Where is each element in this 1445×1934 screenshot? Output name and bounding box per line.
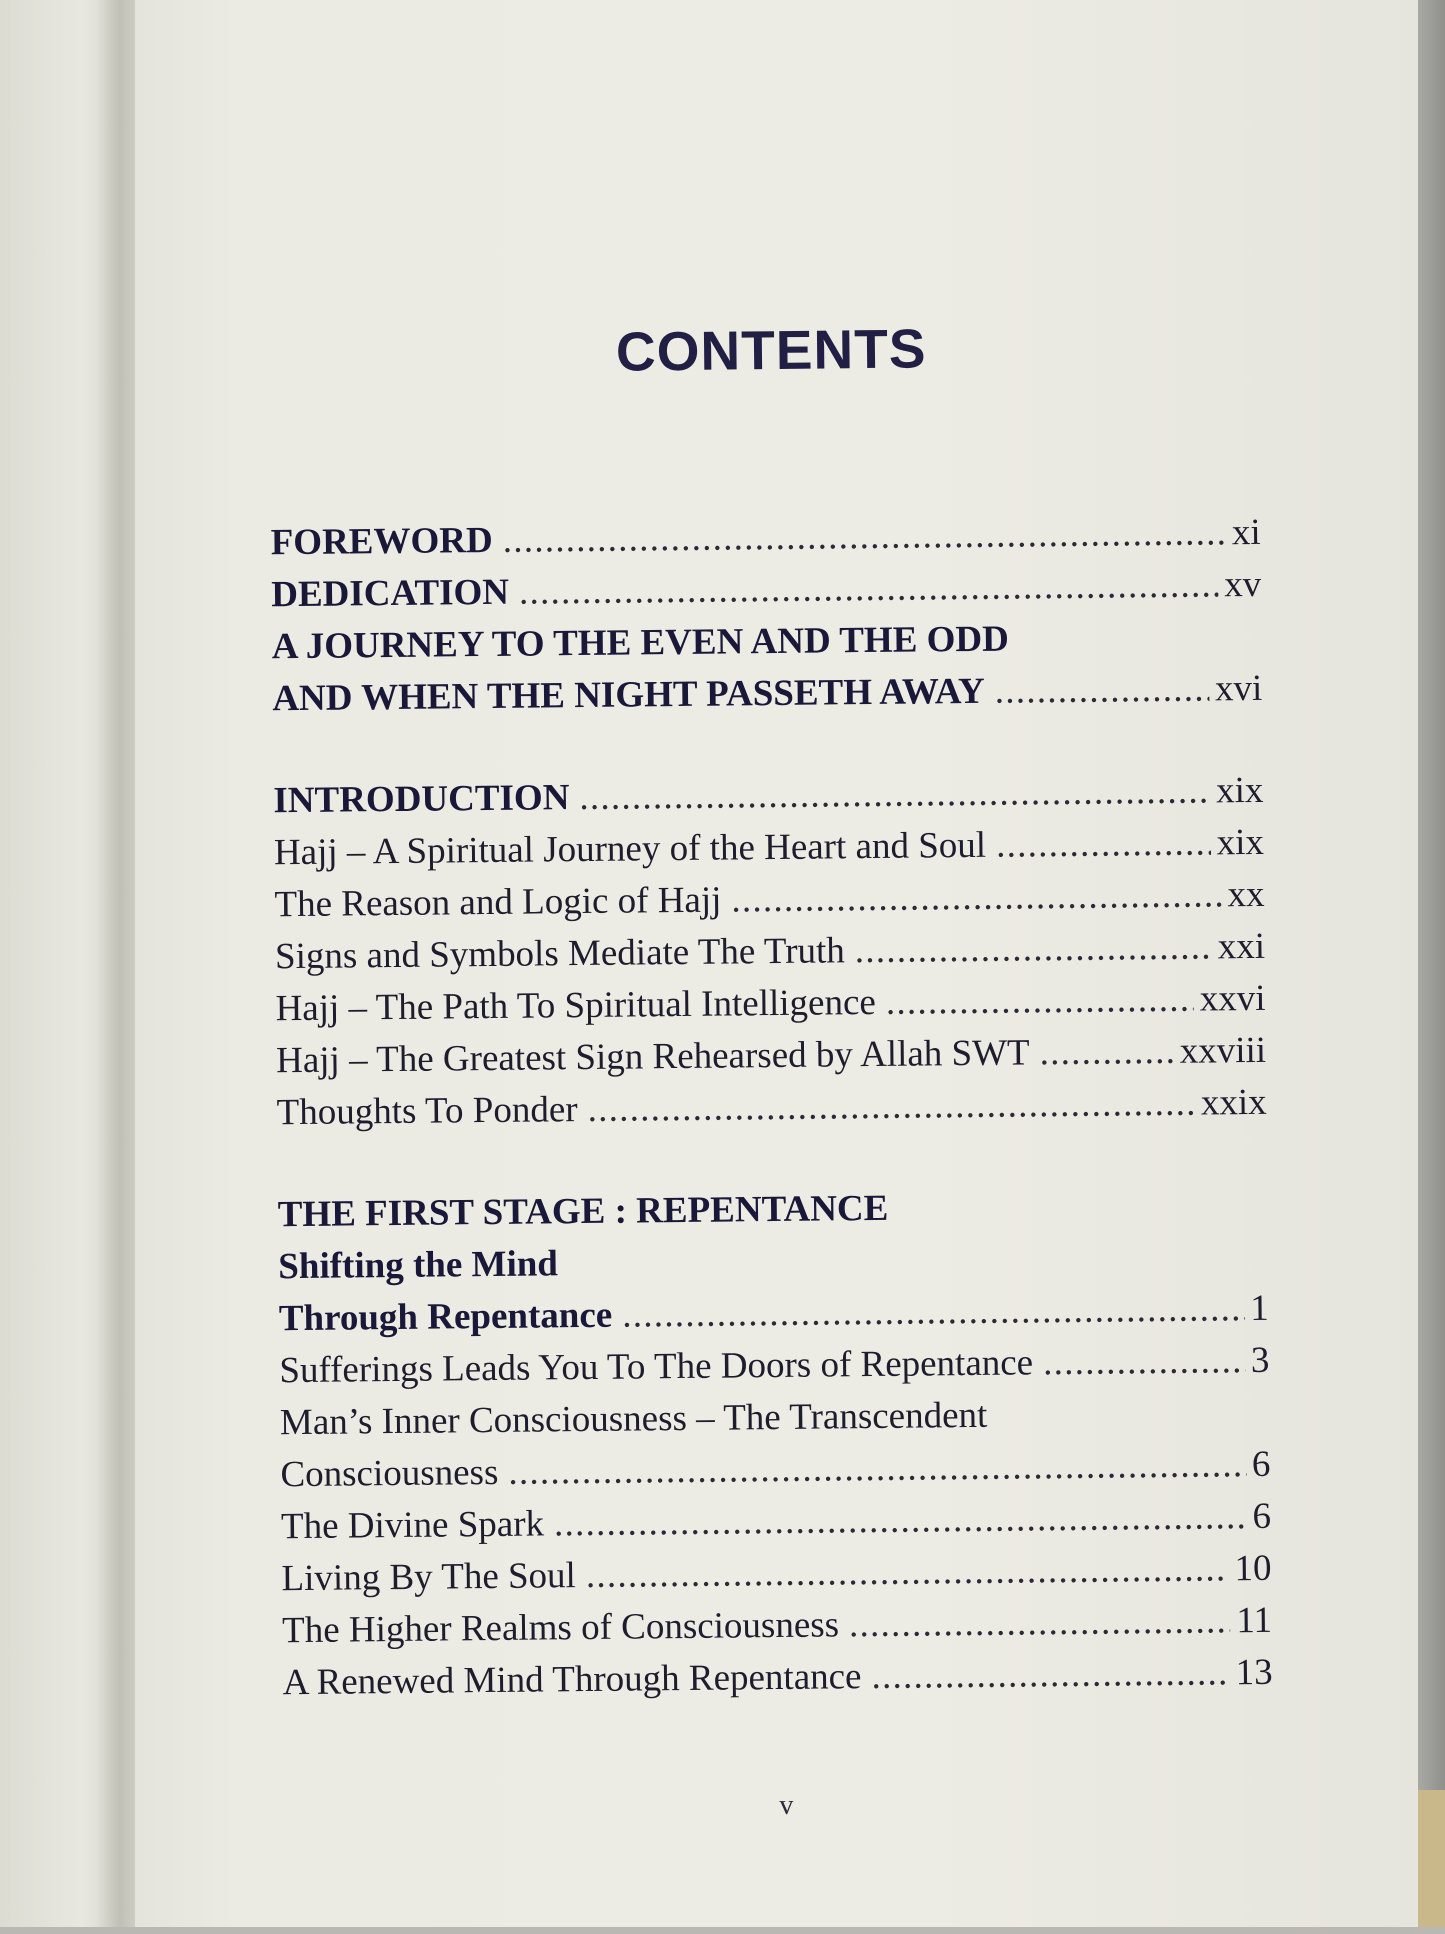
toc-entry-label: Thoughts To Ponder [276,1089,578,1134]
dot-leader [996,817,1211,871]
toc-entry-label: The Reason and Logic of Hajj [274,879,722,926]
toc-entry-label: A Renewed Mind Through Repentance [282,1656,862,1704]
dot-leader [579,765,1210,824]
dot-leader [554,1491,1247,1550]
page-title: CONTENTS [615,317,927,383]
toc-entry [282,1647,1272,1709]
toc-entry-label: AND WHEN THE NIGHT PASSETH AWAY [272,670,985,720]
toc-entry-label: Through Repentance [278,1294,613,1340]
toc-entry-page: xvi [1214,667,1263,710]
toc-entry-page: xix [1216,821,1265,864]
toc-entry-page: 3 [1250,1339,1270,1382]
table-surface [1418,1790,1445,1927]
toc-entry-page: xxvi [1199,977,1266,1020]
toc-entry-page: 11 [1236,1599,1273,1642]
toc-entry-label: Sufferings Leads You To The Doors of Repentance [279,1342,1034,1392]
toc-entry-label: Consciousness [280,1451,499,1496]
page-content [125,0,1430,1934]
background-edge [1418,0,1445,1927]
dot-leader [855,921,1212,977]
toc-entry-label: Shifting the Mind [278,1243,559,1288]
toc-entry-label: FOREWORD [270,519,493,564]
toc-entry-journey-line2 [272,663,1262,725]
dot-leader [622,1283,1245,1342]
table-of-contents [270,507,1272,1709]
dot-leader [586,1543,1229,1602]
dot-leader [1043,1335,1245,1389]
dot-leader [731,869,1222,926]
toc-entry-page: 6 [1251,1443,1271,1486]
dot-leader [849,1595,1231,1651]
toc-entry [279,1335,1269,1397]
toc-entry-label: Living By The Soul [281,1555,577,1600]
toc-entry-page: 6 [1252,1495,1272,1538]
book-gutter-shadow [96,0,136,1927]
toc-entry-label: A JOURNEY TO THE EVEN AND THE ODD [271,618,1010,668]
toc-entry-label: DEDICATION [271,571,510,616]
toc-entry-page: 10 [1234,1547,1272,1590]
dot-leader [508,1439,1246,1499]
toc-entry-page: xx [1227,873,1265,916]
toc-entry-label: Hajj – A Spiritual Journey of the Heart and Soul [273,824,987,874]
toc-entry-label: The Higher Realms of Consciousness [281,1604,840,1652]
dot-leader [871,1647,1230,1703]
toc-entry-page: xi [1231,511,1261,554]
dot-leader [995,663,1210,717]
dot-leader [587,1078,1195,1136]
toc-entry-label: Man’s Inner Consciousness – The Transcendent [279,1394,988,1444]
toc-entry-label: Hajj – The Path To Spiritual Intelligence [275,981,877,1030]
toc-entry-label: Hajj – The Greatest Sign Rehearsed by Allah SWT [275,1032,1030,1082]
dot-leader [519,559,1219,618]
toc-entry-label: The Divine Spark [280,1503,545,1548]
dot-leader [886,974,1194,1029]
toc-entry-page: xxviii [1179,1029,1267,1072]
toc-entry [276,1077,1266,1139]
toc-entry-page: xxix [1200,1081,1267,1124]
toc-entry-label: THE FIRST STAGE : REPENTANCE [277,1187,889,1236]
book-page [135,0,1420,1927]
dot-leader [1039,1026,1174,1079]
toc-entry-page: 13 [1235,1651,1273,1694]
toc-entry-label: Signs and Symbols Mediate The Truth [274,930,846,978]
toc-entry-label: INTRODUCTION [273,777,570,822]
toc-entry-page: 1 [1250,1287,1269,1330]
dot-leader [502,507,1226,567]
toc-entry-dedication [271,559,1261,621]
toc-entry-page: xv [1223,563,1262,606]
toc-entry-page: xix [1215,769,1264,812]
page-number: v [779,1789,794,1821]
toc-entry-page: xxi [1217,925,1266,968]
